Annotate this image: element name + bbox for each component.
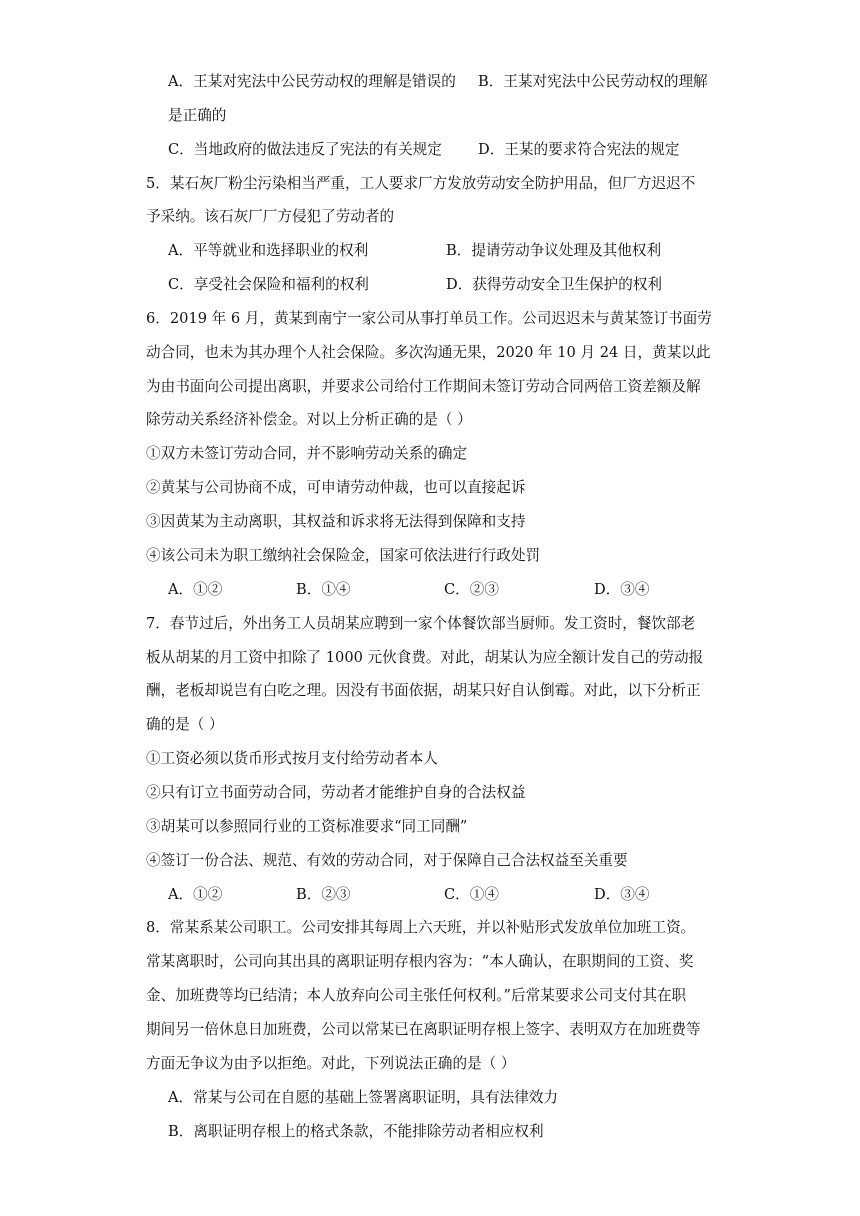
q7-stem-line: 确的是（ ） xyxy=(146,716,224,733)
q5-option-b: B．提请劳动争议处理及其他权利 xyxy=(446,242,662,259)
q7-statement-1: ①工资必须以货币形式按月支付给劳动者本人 xyxy=(146,750,438,767)
q7-stem-line: 酬，老板却说岂有白吃之理。因没有书面依据，胡某只好自认倒霉。对此，以下分析正 xyxy=(146,682,701,699)
q6-option-c: C．②③ xyxy=(444,581,499,598)
q7-option-a: A．①② xyxy=(168,886,223,903)
q6-statement-4: ④该公司未为职工缴纳社会保险金，国家可依法进行行政处罚 xyxy=(146,547,541,564)
q8-stem-line: 常某离职时，公司向其出具的离职证明存根内容为：“本人确认，在职期间的工资、奖 xyxy=(146,953,694,970)
q7-statement-3: ③胡某可以参照同行业的工资标准要求“同工同酬” xyxy=(146,818,468,835)
q5-option-c: C．享受社会保险和福利的权利 xyxy=(168,276,369,293)
q6-stem-line: 动合同，也未为其办理个人社会保险。多次沟通无果，2020 年 10 月 24 日，黄某以此 xyxy=(146,344,711,361)
q5-stem-line: 5．某石灰厂粉尘污染相当严重，工人要求厂方发放劳动安全防护用品，但厂方迟迟不 xyxy=(146,175,696,192)
q4-option-d: D．王某的要求符合宪法的规定 xyxy=(478,141,680,158)
q4-option-a: A．王某对宪法中公民劳动权的理解是错误的 xyxy=(168,73,456,90)
q7-option-b: B．②③ xyxy=(296,886,351,903)
q6-option-d: D．③④ xyxy=(594,581,650,598)
q6-statement-1: ①双方未签订劳动合同，并不影响劳动关系的确定 xyxy=(146,445,468,462)
q4-option-b-continued: 是正确的 xyxy=(168,107,227,124)
q6-option-b: B．①④ xyxy=(296,581,351,598)
q8-option-b: B．离职证明存根上的格式条款，不能排除劳动者相应权利 xyxy=(168,1123,544,1140)
q6-statement-2: ②黄某与公司协商不成，可申请劳动仲裁，也可以直接起诉 xyxy=(146,479,526,496)
q7-stem-line: 板从胡某的月工资中扣除了 1000 元伙食费。对此，胡某认为应全额计发自己的劳动报 xyxy=(146,649,704,666)
q8-stem-line: 金、加班费等均已结清；本人放弃向公司主张任何权利。”后常某要求公司支付其在职 xyxy=(146,987,687,1004)
q7-statement-4: ④签订一份合法、规范、有效的劳动合同，对于保障自己合法权益至关重要 xyxy=(146,852,628,869)
q8-stem-line: 期间另一倍休息日加班费，公司以常某已在离职证明存根上签字、表明双方在加班费等 xyxy=(146,1021,701,1038)
q7-option-c: C．①④ xyxy=(444,886,499,903)
q6-stem-line: 为由书面向公司提出离职，并要求公司给付工作期间未签订劳动合同两倍工资差额及解 xyxy=(146,378,701,395)
q5-option-a: A．平等就业和选择职业的权利 xyxy=(168,242,369,259)
q5-option-d: D．获得劳动安全卫生保护的权利 xyxy=(446,276,663,293)
q7-statement-2: ②只有订立书面劳动合同，劳动者才能维护自身的合法权益 xyxy=(146,784,526,801)
q6-stem-line: 6．2019 年 6 月，黄某到南宁一家公司从事打单员工作。公司迟迟未与黄某签订书面劳 xyxy=(146,310,712,327)
q7-option-d: D．③④ xyxy=(594,886,650,903)
q4-option-b: B．王某对宪法中公民劳动权的理解 xyxy=(478,73,708,90)
q5-stem-line: 予采纳。该石灰厂厂方侵犯了劳动者的 xyxy=(146,208,395,225)
q7-stem-line: 7．春节过后，外出务工人员胡某应聘到一家个体餐饮部当厨师。发工资时，餐饮部老 xyxy=(146,615,696,632)
q8-stem-line: 8．常某系某公司职工。公司安排其每周上六天班，并以补贴形式发放单位加班工资。 xyxy=(146,919,696,936)
q8-option-a: A．常某与公司在自愿的基础上签署离职证明，具有法律效力 xyxy=(168,1089,558,1106)
q8-stem-line: 方面无争议为由予以拒绝。对此，下列说法正确的是（ ） xyxy=(146,1055,516,1072)
q6-stem-line: 除劳动关系经济补偿金。对以上分析正确的是（ ） xyxy=(146,411,472,428)
q4-option-c: C．当地政府的做法违反了宪法的有关规定 xyxy=(168,141,442,158)
q6-option-a: A．①② xyxy=(168,581,223,598)
q6-statement-3: ③因黄某为主动离职，其权益和诉求将无法得到保障和支持 xyxy=(146,513,526,530)
